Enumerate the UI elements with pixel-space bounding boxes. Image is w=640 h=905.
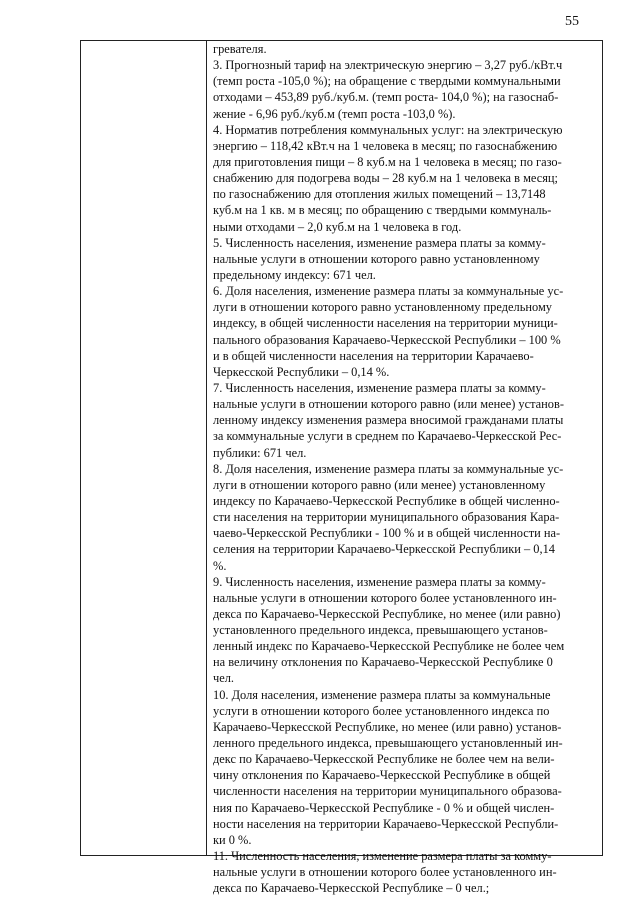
text-line: луги в отношении которого равно установленному предельному <box>213 300 552 315</box>
text-line: 10. Доля населения, изменение размера платы за коммунальные <box>213 687 551 702</box>
text-line: ленного предельного индекса, превышающего установленный ин- <box>213 736 563 751</box>
table-text-column <box>207 41 602 896</box>
text-line: нальные услуги в отношении которого равно установленному <box>213 251 540 266</box>
text-line: декс по Карачаево-Черкесской Республике не более чем на вели- <box>213 752 555 767</box>
text-line: сти населения на территории муниципального образования Кара- <box>213 510 560 525</box>
text-line: и в общей численности населения на территории Карачаево- <box>213 348 534 363</box>
text-line: %. <box>213 558 227 573</box>
text-line: ными отходами – 2,0 куб.м на 1 человека в год. <box>213 219 462 234</box>
text-line: нальные услуги в отношении которого более установленного ин- <box>213 865 557 880</box>
document-table <box>80 40 603 896</box>
text-line: 9. Численность населения, изменение размера платы за комму- <box>213 574 546 589</box>
text-line: ки 0 %. <box>213 832 252 847</box>
text-line: 3. Прогнозный тариф на электрическую энергию – 3,27 руб./кВт.ч <box>213 58 563 73</box>
text-line: чаево-Черкесской Республики - 100 % и в общей численности на- <box>213 526 561 541</box>
text-line: индексу, в общей численности населения на территории муници- <box>213 316 558 331</box>
text-line: на величину отклонения по Карачаево-Черкесской Республике 0 <box>213 655 553 670</box>
text-line: 5. Численность населения, изменение размера платы за комму- <box>213 235 546 250</box>
text-line: декса по Карачаево-Черкесской Республике, но менее (или равно) <box>213 606 561 621</box>
text-line: 6. Доля населения, изменение размера платы за коммунальные ус- <box>213 284 564 299</box>
text-line: численности населения на территории муниципального образова- <box>213 784 562 799</box>
text-line: 8. Доля населения, изменение размера платы за коммунальные ус- <box>213 461 564 476</box>
text-line: установленного предельного индекса, превышающего установ- <box>213 623 548 638</box>
text-line: жение - 6,96 руб./куб.м (темп роста -103,0 %). <box>213 106 456 121</box>
text-line: за коммунальные услуги в среднем по Карачаево-Черкесской Рес- <box>213 429 562 444</box>
text-line: нальные услуги в отношении которого более установленного ин- <box>213 590 557 605</box>
text-line: чину отклонения по Карачаево-Черкесской Республике в общей <box>213 768 551 783</box>
text-line: ленному индексу изменения размера вносимой гражданами платы <box>213 413 564 428</box>
text-line: 4. Норматив потребления коммунальных услуг: на электрическую <box>213 122 563 137</box>
text-line: ленный индекс по Карачаево-Черкесской Республике не более чем <box>213 639 565 654</box>
text-line: 11. Численность населения, изменение размера платы за комму- <box>213 849 552 864</box>
text-line: снабжению для подогрева воды – 28 куб.м на 1 человека в месяц; <box>213 171 558 186</box>
page-number: 55 <box>565 14 579 29</box>
text-line: предельному индексу: 671 чел. <box>213 267 376 282</box>
text-line: Карачаево-Черкесской Республике, но менее (или равно) установ- <box>213 719 562 734</box>
text-line: услуги в отношении которого более установленного индекса по <box>213 703 550 718</box>
text-line: публики: 671 чел. <box>213 445 307 460</box>
text-line: пального образования Карачаево-Черкесской Республики – 100 % <box>213 332 561 347</box>
table-left-column <box>81 41 207 855</box>
text-line: индексу по Карачаево-Черкесской Республике в общей численно- <box>213 493 560 508</box>
text-line: куб.м на 1 кв. м в месяц; по обращению с твердыми коммуналь- <box>213 203 552 218</box>
text-line: ности населения на территории Карачаево-Черкесской Республи- <box>213 816 559 831</box>
text-line: энергию – 118,42 кВт.ч на 1 человека в месяц; по газоснабжению <box>213 138 558 153</box>
text-line: ния по Карачаево-Черкесской Республике - 0 % и общей числен- <box>213 800 555 815</box>
text-line: нальные услуги в отношении которого равно (или менее) установ- <box>213 397 564 412</box>
text-line: селения на территории Карачаево-Черкесской Республики – 0,14 <box>213 542 555 557</box>
text-line: по газоснабжению для отопления жилых помещений – 13,7148 <box>213 187 546 202</box>
text-line: чел. <box>213 671 235 686</box>
text-line: декса по Карачаево-Черкесской Республике – 0 чел.; <box>213 881 490 896</box>
text-line: для приготовления пищи – 8 куб.м на 1 человека в месяц; по газо- <box>213 154 562 169</box>
text-line: отходами – 453,89 руб./куб.м. (темп роста- 104,0 %); на газоснаб- <box>213 90 559 105</box>
text-line: (темп роста -105,0 %); на обращение с твердыми коммунальными <box>213 74 561 89</box>
text-line: луги в отношении которого равно (или менее) установленному <box>213 477 546 492</box>
text-line: Черкесской Республики – 0,14 %. <box>213 364 390 379</box>
text-line: гревателя. <box>213 42 267 56</box>
text-line: 7. Численность населения, изменение размера платы за комму- <box>213 380 546 395</box>
